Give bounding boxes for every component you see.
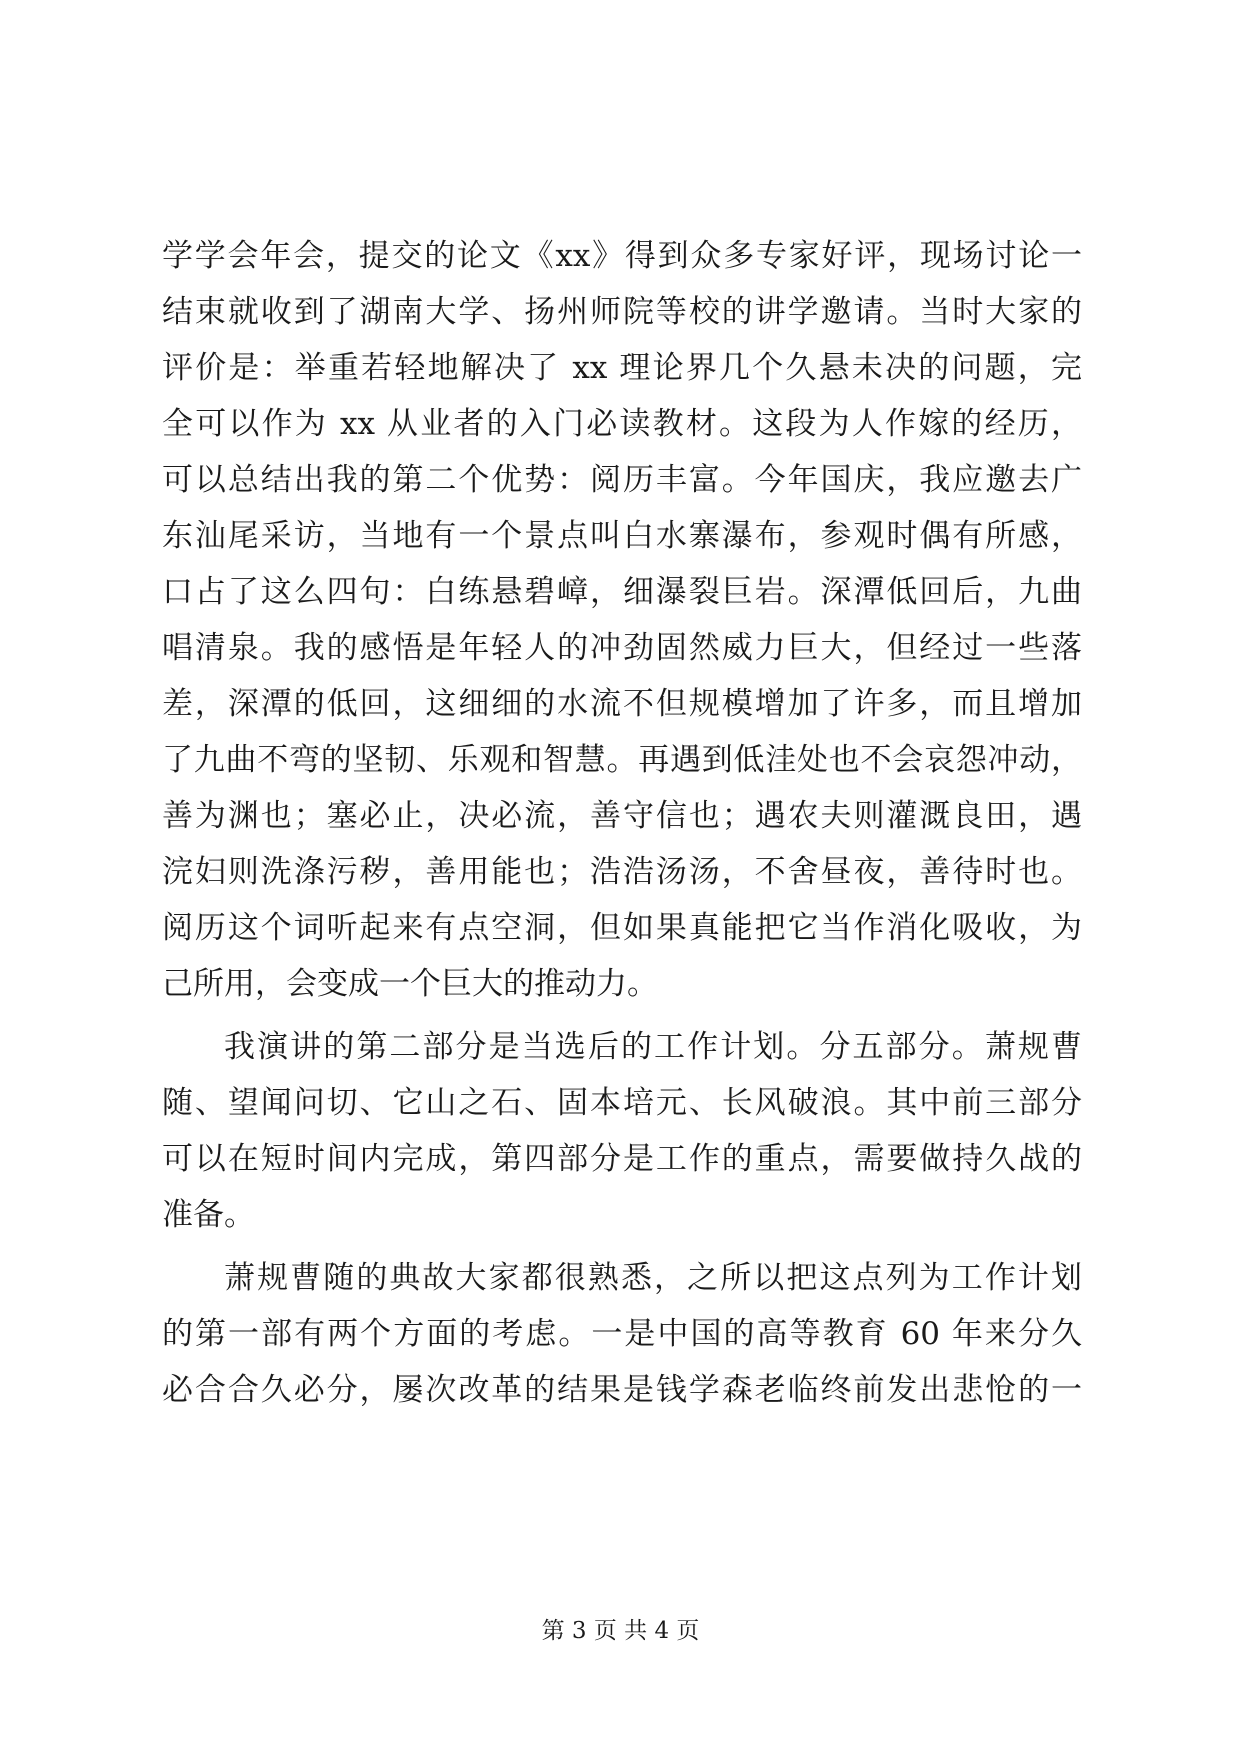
- text-line: 学学会年会，提交的论文《xx》得到众多专家好评，现场讨论一: [162, 238, 1082, 274]
- paragraph-gap: [162, 1012, 1082, 1019]
- text-line: 了九曲不弯的坚韧、乐观和智慧。再遇到低洼处也不会哀怨冲动，: [162, 742, 1082, 778]
- page-number-label: 第 3 页 共 4 页: [541, 1618, 700, 1644]
- text-line: 可以总结出我的第二个优势：阅历丰富。今年国庆，我应邀去广: [162, 462, 1082, 498]
- text-line: 结束就收到了湖南大学、扬州师院等校的讲学邀请。当时大家的: [162, 294, 1082, 330]
- text-line: 浣妇则洗涤污秽，善用能也；浩浩汤汤，不舍昼夜，善待时也。: [162, 854, 1082, 890]
- text-line: 善为渊也；塞必止，决必流，善守信也；遇农夫则灌溉良田，遇: [162, 798, 1082, 834]
- page-footer: [0, 1616, 1241, 1646]
- text-line: 准备。: [162, 1197, 255, 1233]
- text-line: 随、望闻问切、它山之石、固本培元、长风破浪。其中前三部分: [162, 1085, 1082, 1121]
- text-line: 阅历这个词听起来有点空洞，但如果真能把它当作消化吸收，为: [162, 910, 1082, 946]
- text-line: 的第一部有两个方面的考虑。一是中国的高等教育 60 年来分久: [162, 1316, 1082, 1352]
- body-text: [162, 228, 1082, 1418]
- text-line: 口占了这么四句：白练悬碧嶂，细瀑裂巨岩。深潭低回后，九曲: [162, 574, 1082, 610]
- text-line: 我演讲的第二部分是当选后的工作计划。分五部分。萧规曹: [224, 1029, 1082, 1065]
- text-line: 全可以作为 xx 从业者的入门必读教材。这段为人作嫁的经历，: [162, 406, 1082, 442]
- text-line: 己所用，会变成一个巨大的推动力。: [162, 966, 658, 1002]
- text-line: 差，深潭的低回，这细细的水流不但规模增加了许多，而且增加: [162, 686, 1082, 722]
- text-line: 可以在短时间内完成，第四部分是工作的重点，需要做持久战的: [162, 1141, 1082, 1177]
- text-line: 东汕尾采访，当地有一个景点叫白水寨瀑布，参观时偶有所感，: [162, 518, 1082, 554]
- text-line: 唱清泉。我的感悟是年轻人的冲劲固然威力巨大，但经过一些落: [162, 630, 1082, 666]
- text-line: 评价是：举重若轻地解决了 xx 理论界几个久悬未决的问题，完: [162, 350, 1082, 386]
- paragraph-gap: [162, 1243, 1082, 1250]
- text-line: 必合合久必分，屡次改革的结果是钱学森老临终前发出悲怆的一: [162, 1372, 1082, 1408]
- text-line: 萧规曹随的典故大家都很熟悉，之所以把这点列为工作计划: [224, 1260, 1082, 1296]
